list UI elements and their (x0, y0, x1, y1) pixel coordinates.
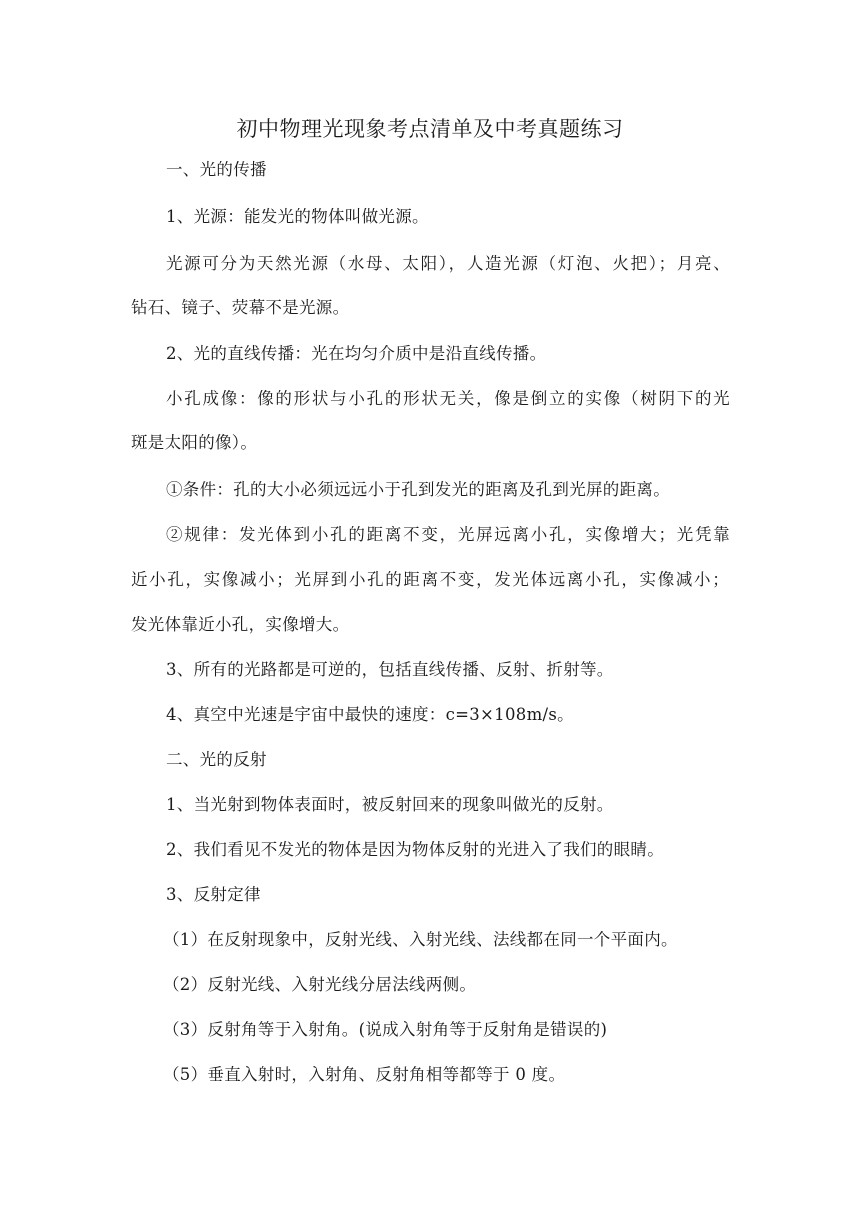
paragraph-law-item-1: （1）在反射现象中，反射光线、入射光线、法线都在同一个平面内。 (163, 930, 678, 949)
paragraph-law-item-2: （2）反射光线、入射光线分居法线两侧。 (163, 975, 477, 994)
paragraph-light-source-types-line2: 钻石、镜子、荧幕不是光源。 (131, 298, 350, 317)
paragraph-rule-line2: 近小孔，实像减小；光屏到小孔的距离不变，发光体远离小孔，实像减小； (131, 570, 729, 589)
paragraph-light-speed: 4、真空中光速是宇宙中最快的速度：c=3×108m/s。 (166, 705, 574, 724)
paragraph-seeing-objects: 2、我们看见不发光的物体是因为物体反射的光进入了我们的眼睛。 (166, 840, 664, 859)
paragraph-law-item-5: （5）垂直入射时，入射角、反射角相等都等于 0 度。 (163, 1065, 566, 1084)
paragraph-law-item-3: （3）反射角等于入射角。(说成入射角等于反射角是错误的) (163, 1020, 608, 1039)
section-heading-light-propagation: 一、光的传播 (166, 160, 267, 179)
document-title: 初中物理光现象考点清单及中考真题练习 (236, 117, 624, 141)
paragraph-light-source-types-line1: 光源可分为天然光源（水母、太阳），人造光源（灯泡、火把）；月亮、 (166, 254, 730, 273)
paragraph-rule-line3: 发光体靠近小孔，实像增大。 (131, 615, 350, 634)
section-heading-reflection: 二、光的反射 (166, 750, 267, 769)
paragraph-condition: ①条件：孔的大小必须远远小于孔到发光的距离及孔到光屏的距离。 (166, 480, 670, 499)
paragraph-reflection-definition: 1、当光射到物体表面时，被反射回来的现象叫做光的反射。 (166, 795, 614, 814)
paragraph-straight-line: 2、光的直线传播：光在均匀介质中是沿直线传播。 (166, 344, 547, 363)
paragraph-rule-line1: ②规律：发光体到小孔的距离不变，光屏远离小孔，实像增大；光凭靠 (166, 525, 730, 544)
paragraph-light-source: 1、光源：能发光的物体叫做光源。 (166, 207, 429, 226)
paragraph-pinhole-line1: 小孔成像：像的形状与小孔的形状无关，像是倒立的实像（树阴下的光 (166, 389, 730, 408)
paragraph-reflection-law: 3、反射定律 (166, 885, 261, 904)
paragraph-pinhole-line2: 斑是太阳的像）。 (131, 433, 258, 452)
paragraph-reversible: 3、所有的光路都是可逆的，包括直线传播、反射、折射等。 (166, 660, 614, 679)
